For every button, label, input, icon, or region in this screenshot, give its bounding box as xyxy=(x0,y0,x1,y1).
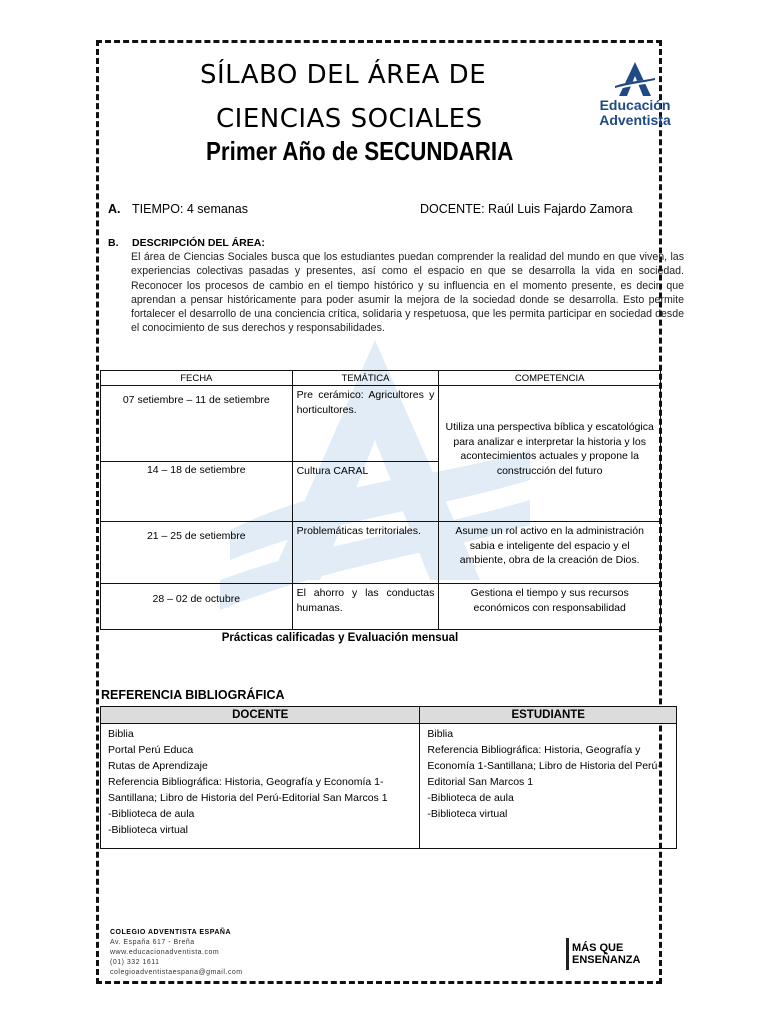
footer-contact xyxy=(110,928,243,978)
table-row xyxy=(101,522,661,584)
header-fecha: FECHA xyxy=(101,371,293,386)
docente-references xyxy=(101,724,420,849)
plan-table-header xyxy=(101,371,661,386)
fecha-cell xyxy=(101,386,293,462)
list-item: -Biblioteca de aula xyxy=(427,792,514,804)
header-docente: DOCENTE xyxy=(101,707,420,724)
section-b-letter: B. xyxy=(108,237,119,249)
tiempo-label: TIEMPO: 4 semanas xyxy=(132,202,249,216)
list-item: -Biblioteca de aula xyxy=(108,808,195,820)
slogan xyxy=(572,942,662,966)
list-item: -Biblioteca virtual xyxy=(427,808,508,820)
slogan-line-1: MÁS QUE xyxy=(572,942,624,954)
tematica-cell: Pre cerámico: Agricultores y horticultores. xyxy=(292,386,439,462)
header-estudiante: ESTUDIANTE xyxy=(420,707,677,724)
fecha-text: 07 setiembre – 11 de setiembre xyxy=(122,394,270,406)
school-phone: (01) 332 1611 xyxy=(110,959,160,966)
fecha-text: 21 – 25 de setiembre xyxy=(146,530,246,542)
list-item: Biblia xyxy=(108,728,134,740)
table-row xyxy=(101,386,661,462)
list-item: Portal Perú Educa xyxy=(108,744,194,756)
list-item: Referencia Bibliográfica: Historia, Geografía y Economía 1-Santillana; Libro de Historia del Perú-Editorial San Marcos 1 xyxy=(108,776,388,804)
school-website: www.educacionadventista.com xyxy=(110,949,220,956)
tematica-cell: Problemáticas territoriales. xyxy=(292,522,439,584)
list-item: -Biblioteca virtual xyxy=(108,824,188,836)
tematica-cell: Cultura CARAL xyxy=(292,462,439,522)
fecha-cell xyxy=(101,462,293,522)
school-email: colegioadventistaespana@gmail.com xyxy=(110,969,243,976)
fecha-cell xyxy=(101,584,293,630)
competencia-text: Utiliza una perspectiva bíblica y escatológica para analizar e interpretar la historia y los acontecimientos actuales y propone la construcción del futuro xyxy=(445,421,654,477)
docente-label: DOCENTE: Raúl Luis Fajardo Zamora xyxy=(420,202,633,216)
header-tematica: TEMÁTICA xyxy=(292,371,439,386)
plan-table xyxy=(100,370,661,630)
practicas-note: Prácticas calificadas y Evaluación mensual xyxy=(221,632,459,644)
references-title: REFERENCIA BIBLIOGRÁFICA xyxy=(101,688,285,702)
area-description: El área de Ciencias Sociales busca que los estudiantes puedan comprender la realidad del mundo en que viven, las experiencias colectivas pasadas y presentes, así como el espacio en que se desarrolla la vida en sociedad. Reconocer los procesos de cambio en el tiempo histórico y su influencia en el momento presente, es decir, que aprendan a pensar históricamente para poder asumir la mejora de la sociedad donde se desarrolla. Esto permite fortalecer el desarrollo de una conciencia crítica, solidaria y respetuosa, que les permita participar en sociedad desde el conocimiento de sus derechos y responsabilidades. xyxy=(131,251,684,335)
school-address: Av. España 617 - Breña xyxy=(110,939,195,946)
title-line-3: Primer Año de SECUNDARIA xyxy=(206,136,514,166)
references-table xyxy=(100,706,677,849)
header-competencia: COMPETENCIA xyxy=(439,371,661,386)
educacion-adventista-logo xyxy=(586,62,684,128)
section-a-letter: A. xyxy=(108,202,121,216)
list-item: Rutas de Aprendizaje xyxy=(108,760,208,772)
competencia-cell xyxy=(439,386,661,522)
logo-line-2: Adventista xyxy=(599,112,671,128)
section-b-label: DESCRIPCIÓN DEL ÁREA: xyxy=(132,237,265,249)
logo-line-1: Educación xyxy=(599,97,671,113)
fecha-text: 28 – 02 de octubre xyxy=(152,593,241,605)
competencia-cell: Asume un rol activo en la administración sabia e inteligente del espacio y el ambiente, obra de la creación de Dios. xyxy=(439,522,661,584)
school-name: COLEGIO ADVENTISTA ESPAÑA xyxy=(110,929,232,936)
list-item: Referencia Bibliográfica: Historia, Geografía y Economía 1-Santillana; Libro de Historia del Perú-Editorial San Marcos 1 xyxy=(427,744,661,788)
estudiante-references xyxy=(420,724,677,849)
tematica-cell: El ahorro y las conductas humanas. xyxy=(292,584,439,630)
slogan-line-2: ENSEÑANZA xyxy=(572,954,641,966)
competencia-cell: Gestiona el tiempo y sus recursos económicos con responsabilidad xyxy=(439,584,661,630)
table-row xyxy=(101,584,661,630)
adventista-a-icon xyxy=(615,62,655,96)
table-row xyxy=(101,724,677,849)
fecha-cell xyxy=(101,522,293,584)
slogan-bar xyxy=(566,938,569,970)
list-item: Biblia xyxy=(427,728,454,740)
fecha-text: 14 – 18 de setiembre xyxy=(146,464,246,476)
title-line-1: SÍLABO DEL ÁREA DE xyxy=(200,60,487,90)
title-line-2: CIENCIAS SOCIALES xyxy=(216,104,483,134)
